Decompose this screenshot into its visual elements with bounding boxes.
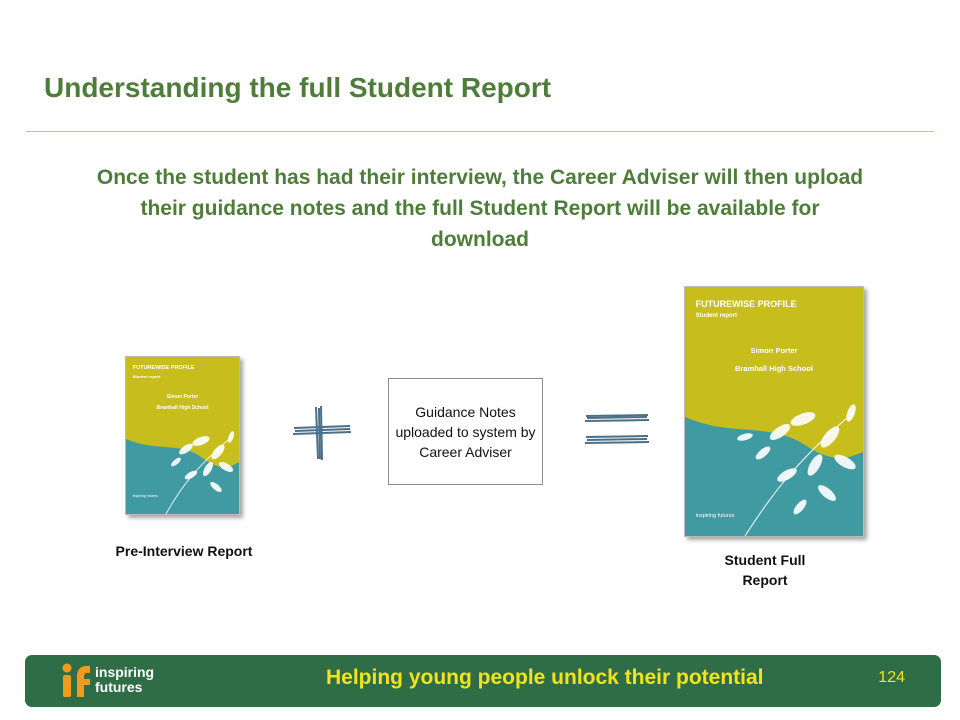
- footer-logo-text: inspiring futures: [95, 664, 155, 695]
- pre-interview-report-caption: Pre-Interview Report: [115, 543, 253, 559]
- equals-icon: [583, 411, 651, 449]
- cover-leaf-art: [126, 357, 239, 514]
- cover-school: Bramhall High School: [735, 364, 813, 373]
- guidance-notes-box: Guidance Notes uploaded to system by Career Adviser: [388, 378, 543, 485]
- cover-subtitle: Student report: [132, 374, 161, 379]
- plus-icon: [290, 404, 354, 462]
- footer-bar: [25, 655, 941, 707]
- inspiring-futures-logo-icon: [59, 662, 93, 700]
- footer-tagline: Helping young people unlock their potential: [326, 666, 764, 689]
- page-title: Understanding the full Student Report: [44, 72, 552, 103]
- cover-logo: inspiring futures: [132, 494, 158, 498]
- title-divider: [26, 131, 934, 132]
- cover-logo: inspiring futures: [695, 513, 735, 519]
- cover-brand: FUTUREWISE PROFILE: [695, 299, 797, 309]
- page-number: 124: [878, 669, 905, 686]
- cover-school: Bramhall High School: [156, 405, 209, 411]
- pre-interview-report-cover: [125, 356, 240, 515]
- cover-brand: FUTUREWISE PROFILE: [132, 365, 195, 371]
- cover-subtitle: Student report: [695, 313, 738, 319]
- student-full-report-caption: Student Full Report: [724, 552, 806, 588]
- cover-leaf-art: [685, 287, 863, 536]
- cover-student-name: Simon Porter: [750, 346, 798, 355]
- intro-text: Once the student has had their interview, the Career Adviser will then upload their guidance notes and the full Student Report will be available for download: [96, 166, 864, 251]
- full-report-cover: [684, 286, 864, 537]
- cover-student-name: Simon Porter: [166, 394, 199, 400]
